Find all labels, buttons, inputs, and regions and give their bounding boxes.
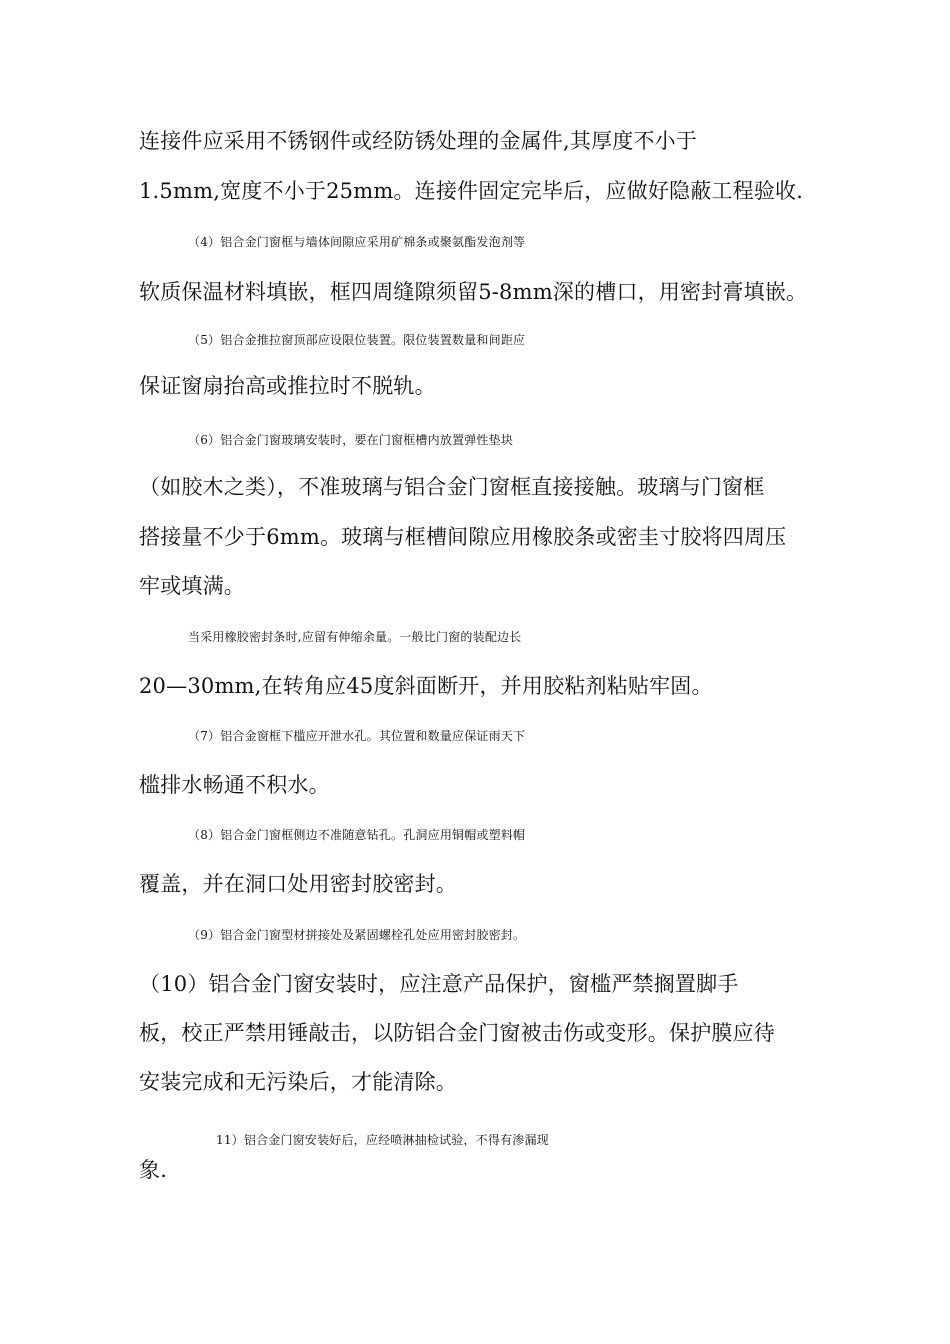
text-line: 搭接量不少于6mm。玻璃与框槽间隙应用橡胶条或密圭寸胶将四周压 [139, 525, 787, 549]
text-line: 槛排水畅通不积水。 [139, 773, 330, 797]
text-line: （8）铝合金门窗框侧边不准随意钻孔。孔洞应用铜帽或塑料帽 [188, 828, 526, 842]
text-line: 象. [139, 1158, 168, 1182]
text-line: 覆盖，并在洞口处用密封胶密封。 [139, 872, 457, 896]
text-line: 20—30mm,在转角应45度斜面断开，并用胶粘剂粘贴牢固。 [139, 674, 713, 698]
text-line: 当采用橡胶密封条时,应留有伸缩余量。一般比门窗的装配边长 [188, 630, 522, 644]
text-line: 安装完成和无污染后，才能清除。 [139, 1070, 457, 1094]
text-line: （7）铝合金窗框下槛应开泄水孔。其位置和数量应保证雨天下 [188, 729, 526, 743]
text-line: 牢或填满。 [139, 574, 245, 598]
text-line: 11）铝合金门窗安装好后，应经喷淋抽检试验，不得有渗漏现 [216, 1133, 549, 1147]
text-line: 1.5mm,宽度不小于25mm。连接件固定完毕后，应做好隐蔽工程验收. [139, 179, 804, 203]
text-line: 保证窗扇抬高或推拉时不脱轨。 [139, 374, 436, 398]
text-line: （4）铝合金门窗框与墙体间隙应采用矿棉条或聚氨酯发泡剂等 [188, 235, 526, 249]
text-line: 板，校正严禁用锤敲击，以防铝合金门窗被击伤或变形。保护膜应待 [139, 1021, 775, 1045]
text-line: （5）铝合金推拉窗顶部应设限位装置。限位装置数量和间距应 [188, 333, 526, 347]
text-line: （9）铝合金门窗型材拼接处及紧固螺栓孔处应用密封胶密封。 [188, 928, 526, 942]
text-line: （如胶木之类），不准玻璃与铝合金门窗框直接接触。玻璃与门窗框 [139, 475, 765, 499]
text-line: 软质保温材料填嵌，框四周缝隙须留5-8mm深的槽口，用密封膏填嵌。 [139, 280, 808, 304]
text-line: 连接件应采用不锈钢件或经防锈处理的金属件,其厚度不小于 [139, 129, 698, 153]
text-line: （6）铝合金门窗玻璃安装时，要在门窗框槽内放置弹性垫块 [188, 433, 514, 447]
text-line: （10）铝合金门窗安装时，应注意产品保护，窗槛严禁搁置脚手 [139, 972, 739, 996]
